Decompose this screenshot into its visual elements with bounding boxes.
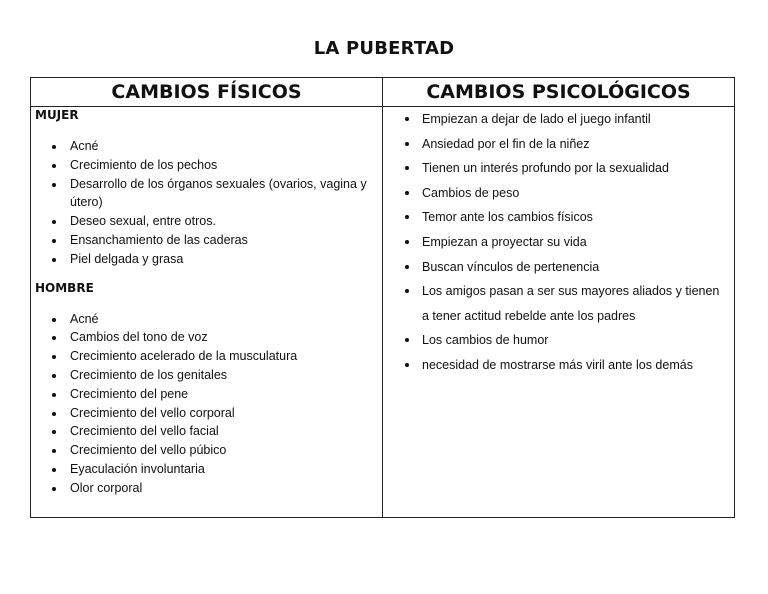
physical-changes-cell: [31, 107, 383, 517]
list-item: Cambios del tono de voz: [31, 328, 382, 347]
list-item: Eyaculación involuntaria: [31, 460, 382, 479]
list-item: Crecimiento del vello facial: [31, 422, 382, 441]
list-item: Acné: [31, 310, 382, 329]
hombre-section-label: HOMBRE: [35, 280, 94, 295]
list-item: Tienen un interés profundo por la sexualidad: [383, 156, 734, 181]
list-item: Los cambios de humor: [383, 328, 734, 353]
list-item: Temor ante los cambios físicos: [383, 205, 734, 230]
hombre-list: [31, 310, 382, 498]
list-item: Desarrollo de los órganos sexuales (ovarios, vagina y útero): [31, 175, 382, 213]
list-item: Crecimiento del vello corporal: [31, 404, 382, 423]
list-item: Empiezan a proyectar su vida: [383, 230, 734, 255]
psychological-changes-header: CAMBIOS PSICOLÓGICOS: [383, 78, 734, 107]
list-item: Cambios de peso: [383, 181, 734, 206]
list-item: Los amigos pasan a ser sus mayores aliados y tienen a tener actitud rebelde ante los padres: [383, 279, 734, 328]
list-item: Empiezan a dejar de lado el juego infantil: [383, 107, 734, 132]
psychological-list: [383, 107, 734, 378]
list-item: Buscan vínculos de pertenencia: [383, 255, 734, 280]
list-item: Deseo sexual, entre otros.: [31, 212, 382, 231]
psychological-changes-cell: [383, 107, 734, 517]
mujer-section-label: MUJER: [35, 108, 79, 122]
list-item: necesidad de mostrarse más viril ante los demás: [383, 353, 734, 378]
list-item: Ansiedad por el fin de la niñez: [383, 132, 734, 157]
physical-changes-header: CAMBIOS FÍSICOS: [31, 78, 383, 107]
list-item: Olor corporal: [31, 479, 382, 498]
list-item: Crecimiento de los genitales: [31, 366, 382, 385]
list-item: Acné: [31, 137, 382, 156]
list-item: Piel delgada y grasa: [31, 250, 382, 269]
page-title: LA PUBERTAD: [313, 38, 455, 59]
list-item: Crecimiento del vello púbico: [31, 441, 382, 460]
list-item: Crecimiento de los pechos: [31, 156, 382, 175]
list-item: Crecimiento del pene: [31, 385, 382, 404]
changes-table: [30, 77, 735, 518]
list-item: Ensanchamiento de las caderas: [31, 231, 382, 250]
mujer-list: [31, 137, 382, 269]
list-item: Crecimiento acelerado de la musculatura: [31, 347, 382, 366]
